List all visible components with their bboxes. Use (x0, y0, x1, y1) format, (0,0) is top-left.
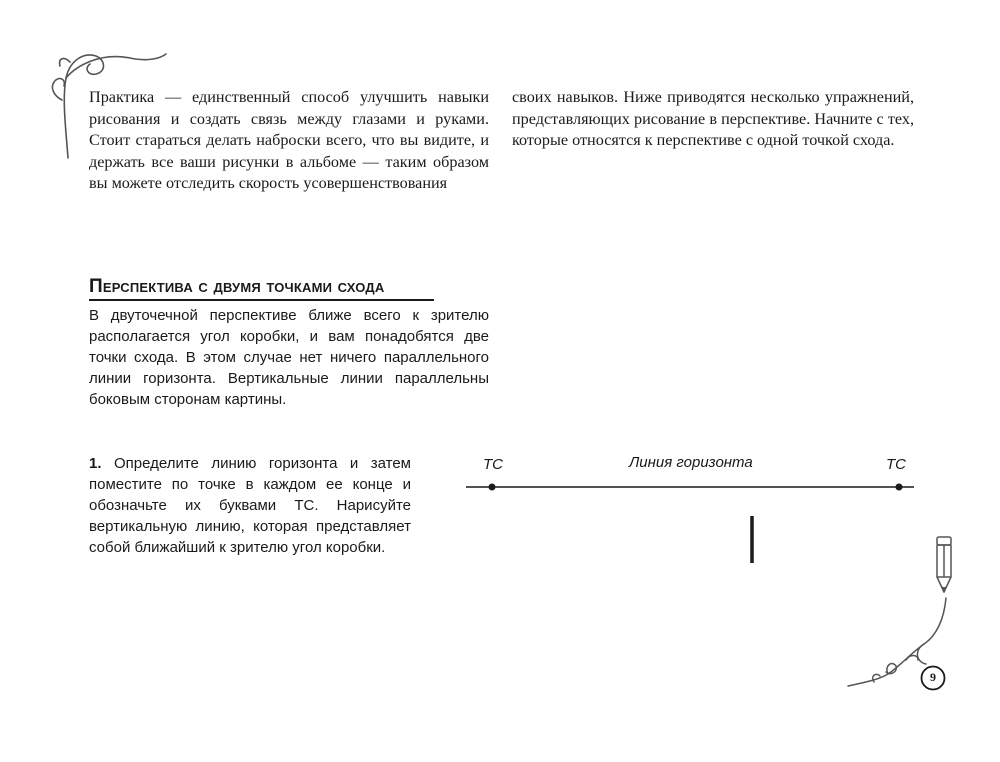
step-number: 1. (89, 455, 102, 472)
step-1-text (89, 453, 411, 558)
section-heading: Перспектива с двумя точками схода (89, 276, 385, 297)
horizon-label: Линия горизонта (629, 454, 753, 471)
vanishing-point-right-label: ТС (886, 456, 906, 473)
step-instruction: Определите линию горизонта и затем поместите по точке в каждом ее конце и обозначьте их буквами ТС. Нарисуйте вертикальную линию, которая представляет собой ближайший к зрителю угол коробки. (89, 455, 411, 556)
pencil-icon (932, 534, 956, 596)
intro-text-right: своих навыков. Ниже приводятся несколько упражнений, представляющих рисование в перспективе. Начните с тех, которые относятся к перспективе с одной точкой схода. (512, 88, 914, 150)
vanishing-point-right (896, 484, 903, 491)
intro-text-left: Практика — единственный способ улучшить навыки рисования и создать связь между глазами и руками. Стоит стараться делать наброски всего, что вы видите, и держать все ваши рисунки в альбоме — таким образом вы можете отследить скорость усовершенствования (89, 88, 489, 193)
vanishing-point-left (489, 484, 496, 491)
heading-underline (89, 299, 434, 301)
perspective-diagram (460, 475, 920, 575)
section-body: В двуточечной перспективе ближе всего к зрителю располагается угол коробки, и вам понадобятся две точки схода. В этом случае нет ничего параллельного линии горизонта. Вертикальные линии параллельны боковым сторонам картины. (89, 307, 489, 408)
vanishing-point-left-label: ТС (483, 456, 503, 473)
page-number: 9 (930, 670, 936, 684)
